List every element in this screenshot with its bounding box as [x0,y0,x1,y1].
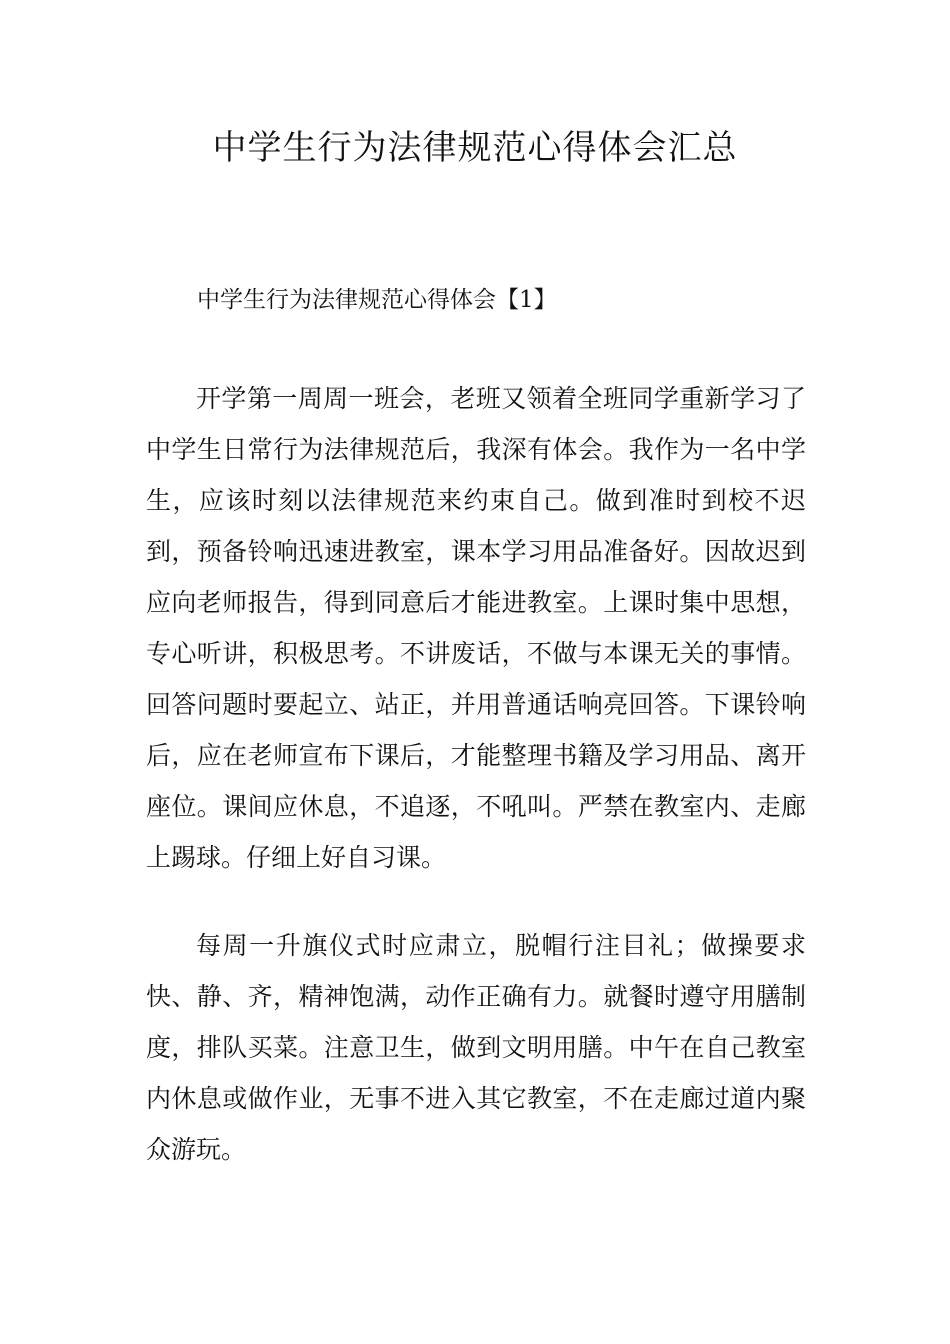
body-paragraph-1: 开学第一周周一班会，老班又领着全班同学重新学习了中学生日常行为法律规范后，我深有体会。我作为一名中学生，应该时刻以法律规范来约束自己。做到准时到校不迟到，预备铃响迅速进教室，课本学习用品准备好。因故迟到应向老师报告，得到同意后才能进教室。上课时集中思想，专心听讲，积极思考。不讲废话，不做与本课无关的事情。回答问题时要起立、站正，并用普通话响亮回答。下课铃响后，应在老师宣布下课后，才能整理书籍及学习用品、离开座位。课间应休息，不追逐，不吼叫。严禁在教室内、走廊上踢球。仔细上好自习课。 [146,384,806,872]
section-heading: 中学生行为法律规范心得体会【1】 [197,287,557,313]
document-title: 中学生行为法律规范心得体会汇总 [212,128,738,168]
body-paragraph-2: 每周一升旗仪式时应肃立，脱帽行注目礼；做操要求快、静、齐，精神饱满，动作正确有力。就餐时遵守用膳制度，排队买菜。注意卫生，做到文明用膳。中午在自己教室内休息或做作业，无事不进入其它教室，不在走廊过道内聚众游玩。 [146,931,806,1164]
